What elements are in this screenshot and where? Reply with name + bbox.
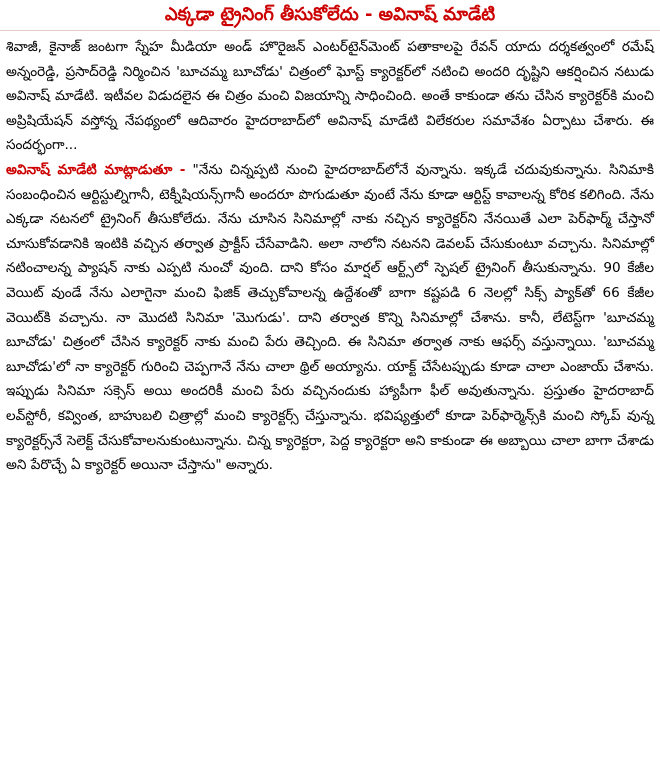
quote-text: "నేను చిన్నప్పటి నుంచి హైదరాబాద్‌లోనే వున్నాను. ఇక్కడే చదువుకున్నాను. సినిమాకి సంబంధించిన ఆర్టిస్టుల్నిగానీ, టెక్నీషియన్స్‌గానీ అందరూ పొగుడుతూ వుంటే నేను కూడా ఆర్టిస్ట్ కావాలన్న కోరిక కలిగింది. నేను ఎక్కడా నటనలో ట్రైనింగ్ తీసుకోలేదు. నేను చూసిన సినిమాల్లో నాకు నచ్చిన క్యారెక్టర్‌ని నేనయితే ఎలా పెర్‌ఫార్మ్ చేస్తానో చూసుకోవడానికి ఇంటికి వచ్చిన తర్వాత ప్రాక్టీస్ చేసేవాడిని. అలా నాలోని నటనని డెవలప్ చేసుకుంటూ వచ్చాను. సినిమాల్లో నటించాలన్న ప్యాషన్ నాకు ఎప్పటి నుంచో వుంది. దాని కోసం మార్షల్ ఆర్ట్స్‌లో స్పెషల్ ట్రైనింగ్ తీసుకున్నాను. 90 కేజీల వెయిట్ వుండే నేను ఎలాగైనా మంచి ఫిజిక్ తెచ్చుకోవాలన్న ఉద్దేశంతో బాగా కష్టపడి 6 నెలల్లో సిక్స్ ప్యాక్‌తో 66 కేజీల వెయిట్‌కి వచ్చాను. నా మొదటి సినిమా 'మొగుడు'. దాని తర్వాత కొన్ని సినిమాల్లో చేశాను. కానీ, లేటెస్ట్‌గా 'బూచమ్మ బూచోడు' చిత్రంలో చేసిన క్యారెక్టర్ నాకు మంచి పేరు తెచ్చింది. ఈ సినిమా తర్వాత నాకు ఆఫర్స్ వస్తున్నాయి. 'బూచమ్మ బూచోడు'లో నా క్యారెక్టర్ గురించి చెప్పగానే నేను చాలా థ్రిల్ అయ్యాను. యాక్ట్ చేసేటప్పుడు కూడా చాలా ఎంజాయ్ చేశాను. ఇప్పుడు సినిమా సక్సెస్ అయి అందరికీ మంచి పేరు వచ్చినందుకు హ్యాపీగా ఫీల్ అవుతున్నాను. ప్రస్తుతం హైదరాబాద్ లవ్‌స్టోరీ, కవ్వింత, బాహుబలి చిత్రాల్లో మంచి క్యారెక్టర్స్ చేస్తున్నాను. భవిష్యత్తులో కూడా పెర్‌ఫార్మెన్స్‌కి మంచి స్కోప్ వున్న క్యారెక్టర్స్‌నే సెలెక్ట్ చేసుకోవాలనుకుంటున్నాను. చిన్న క్యారెక్టరా, పెద్ద క్యారెక్టరా అని కాకుండా ఈ అబ్బాయి చాలా బాగా చేశాడు అని పేరొచ్చే ఏ క్యారెక్టర్ అయినా చేస్తాను" అన్నారు.	[6, 161, 654, 474]
speaker-label: అవినాష్ మాడేటి మాట్లాడుతూ -	[6, 161, 186, 178]
article-headline: ఎక్కడా ట్రైనింగ్ తీసుకోలేదు - అవినాష్ మాడేటి	[0, 0, 660, 31]
article-body	[0, 31, 660, 478]
quote-paragraph	[6, 158, 654, 478]
intro-paragraph: శివాజీ, కైనాజ్ జంటగా స్నేహ మీడియా అండ్ హొరైజన్ ఎంటర్‌టైన్‌మెంట్ పతాకాలపై రేవన్ యాదు దర్శకత్వంలో రమేష్ అన్నంరెడ్డి, ప్రసాద్‌రెడ్డి నిర్మించిన 'బూచమ్మ బూచోడు' చిత్రంలో ఘోస్ట్ క్యారెక్టర్‌లో నటించి అందరి దృష్టిని ఆకర్షించిన నటుడు అవినాష్ మాడేటి. ఇటీవల విడుదలైన ఈ చిత్రం మంచి విజయాన్ని సాధించింది. అంతే కాకుండా తను చేసిన క్యారెక్టర్‌కి మంచి అప్రిషియేషన్ వస్తోన్న నేపథ్యంలో ఆదివారం హైదరాబాద్‌లో అవినాష్ మాడేటి విలేకరుల సమావేశం ఏర్పాటు చేశారు. ఈ సందర్భంగా...	[6, 39, 654, 154]
